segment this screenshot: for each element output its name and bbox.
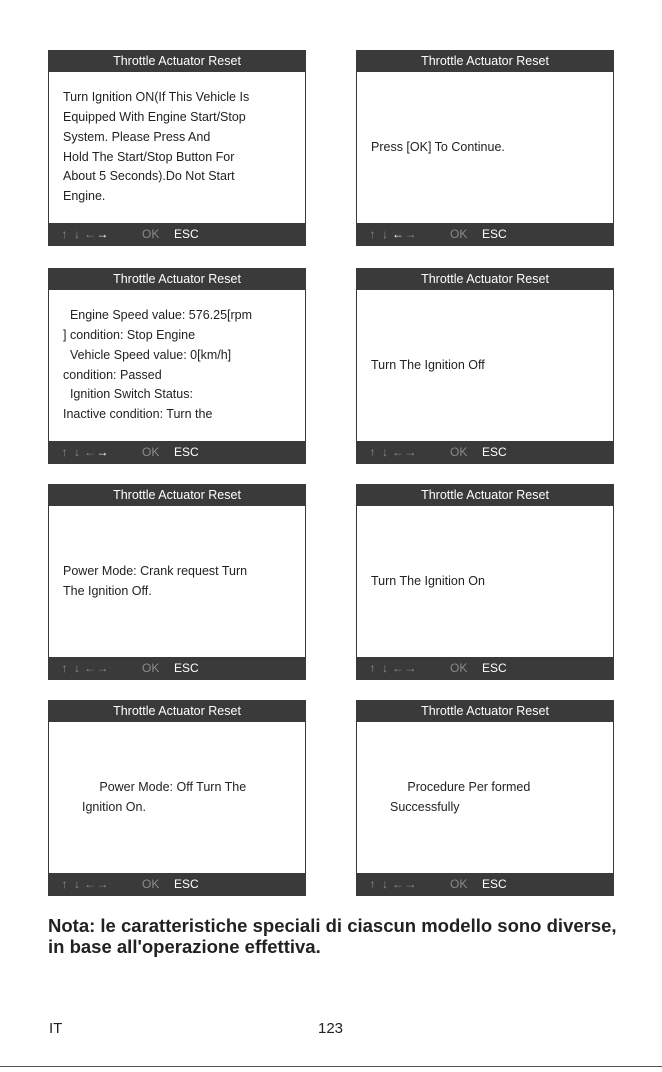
screen-title: Throttle Actuator Reset (357, 485, 613, 506)
scan-screen-4 (356, 268, 614, 464)
arrow-right-icon[interactable]: → (404, 227, 417, 241)
arrow-up-icon[interactable]: ↑ (369, 227, 376, 241)
screen-title: Throttle Actuator Reset (49, 485, 305, 506)
screen-footer (49, 223, 305, 245)
esc-button[interactable]: ESC (482, 877, 507, 891)
scan-screen-2 (356, 50, 614, 246)
arrow-down-icon[interactable]: ↓ (382, 445, 388, 459)
screen-message (357, 722, 613, 873)
screen-message (49, 72, 305, 223)
ok-button[interactable]: OK (142, 227, 160, 241)
arrow-down-icon[interactable]: ↓ (74, 661, 80, 675)
message-line: Procedure Per formed (390, 779, 531, 794)
message-line: ] condition: Stop Engine (63, 327, 196, 342)
ok-button[interactable]: OK (450, 661, 468, 675)
scan-screen-8 (356, 700, 614, 896)
esc-button[interactable]: ESC (482, 661, 507, 675)
screen-footer (357, 223, 613, 245)
arrow-up-icon[interactable]: ↑ (369, 445, 376, 459)
screen-footer (357, 657, 613, 679)
message-line: Turn The Ignition Off (371, 357, 485, 372)
arrow-left-icon[interactable]: ← (84, 445, 96, 459)
screen-footer (357, 873, 613, 895)
message-line: Engine Speed value: 576.25[rpm (63, 308, 253, 323)
screen-title: Throttle Actuator Reset (357, 701, 613, 722)
arrow-up-icon[interactable]: ↑ (61, 661, 68, 675)
scan-screen-6 (356, 484, 614, 680)
ok-button[interactable]: OK (450, 877, 468, 891)
message-line: Power Mode: Off Turn The (82, 779, 247, 794)
arrow-up-icon[interactable]: ↑ (369, 877, 376, 891)
arrow-right-icon[interactable]: → (96, 877, 109, 891)
arrow-right-icon[interactable]: → (404, 661, 417, 675)
page-number: 123 (318, 1020, 344, 1037)
note-text: Nota: le caratteristiche speciali di ciascun modello sono diverse, in base all'operazione effettiva. (48, 915, 617, 957)
scan-screen-1 (48, 50, 306, 246)
arrow-left-icon[interactable]: ← (392, 877, 404, 891)
message-line: Turn Ignition ON(If This Vehicle Is (63, 90, 250, 105)
screen-title: Throttle Actuator Reset (357, 269, 613, 290)
arrow-up-icon[interactable]: ↑ (369, 661, 376, 675)
screen-message (357, 290, 613, 441)
message-line: Turn The Ignition On (371, 573, 485, 588)
arrow-left-icon[interactable]: ← (84, 877, 96, 891)
ok-button[interactable]: OK (142, 661, 160, 675)
screen-title: Throttle Actuator Reset (49, 51, 305, 72)
ok-button[interactable]: OK (450, 445, 468, 459)
message-line: Inactive condition: Turn the (63, 407, 213, 422)
screen-message (49, 506, 305, 657)
message-line: Successfully (390, 799, 460, 814)
arrow-left-icon[interactable]: ← (392, 661, 404, 675)
message-line: Power Mode: Crank request Turn (63, 563, 248, 578)
screen-title: Throttle Actuator Reset (49, 701, 305, 722)
arrow-left-icon[interactable]: ← (84, 661, 96, 675)
screen-footer (357, 441, 613, 463)
arrow-down-icon[interactable]: ↓ (74, 227, 80, 241)
arrow-up-icon[interactable]: ↑ (61, 445, 68, 459)
arrow-up-icon[interactable]: ↑ (61, 877, 68, 891)
esc-button[interactable]: ESC (174, 445, 199, 459)
arrow-down-icon[interactable]: ↓ (74, 445, 80, 459)
arrow-left-icon[interactable]: ← (84, 227, 96, 241)
arrow-right-icon[interactable]: → (404, 877, 417, 891)
message-line: Press [OK] To Continue. (371, 139, 505, 154)
message-line: The Ignition Off. (63, 583, 152, 598)
screen-title: Throttle Actuator Reset (357, 51, 613, 72)
arrow-down-icon[interactable]: ↓ (382, 661, 388, 675)
esc-button[interactable]: ESC (174, 227, 199, 241)
arrow-right-icon[interactable]: → (96, 661, 109, 675)
ok-button[interactable]: OK (450, 227, 468, 241)
screen-message (357, 72, 613, 223)
message-line: condition: Passed (63, 367, 162, 382)
scan-screen-7 (48, 700, 306, 896)
arrow-left-icon[interactable]: ← (392, 227, 404, 241)
screen-message (49, 722, 305, 873)
screen-footer (49, 873, 305, 895)
screen-footer (49, 657, 305, 679)
message-line: About 5 Seconds).Do Not Start (63, 169, 235, 184)
esc-button[interactable]: ESC (174, 661, 199, 675)
esc-button[interactable]: ESC (482, 227, 507, 241)
arrow-down-icon[interactable]: ↓ (382, 227, 388, 241)
arrow-up-icon[interactable]: ↑ (61, 227, 68, 241)
message-line: Hold The Start/Stop Button For (63, 149, 235, 164)
scan-screen-5 (48, 484, 306, 680)
arrow-right-icon[interactable]: → (96, 227, 109, 241)
esc-button[interactable]: ESC (482, 445, 507, 459)
ok-button[interactable]: OK (142, 877, 160, 891)
screen-message (49, 290, 305, 441)
message-line: System. Please Press And (63, 129, 211, 144)
arrow-left-icon[interactable]: ← (392, 445, 404, 459)
message-line: Vehicle Speed value: 0[km/h] (63, 347, 232, 362)
message-line: Equipped With Engine Start/Stop (63, 109, 246, 124)
message-line: Ignition Switch Status: (63, 387, 193, 402)
arrow-down-icon[interactable]: ↓ (74, 877, 80, 891)
screen-title: Throttle Actuator Reset (49, 269, 305, 290)
esc-button[interactable]: ESC (174, 877, 199, 891)
ok-button[interactable]: OK (142, 445, 160, 459)
screen-footer (49, 441, 305, 463)
screen-message (357, 506, 613, 657)
page-divider (0, 1066, 662, 1067)
message-line: Engine. (63, 189, 106, 204)
arrow-right-icon[interactable]: → (404, 445, 417, 459)
language-code: IT (49, 1020, 63, 1037)
arrow-right-icon[interactable]: → (96, 445, 109, 459)
scan-screen-3 (48, 268, 306, 464)
message-line: Ignition On. (82, 799, 146, 814)
arrow-down-icon[interactable]: ↓ (382, 877, 388, 891)
